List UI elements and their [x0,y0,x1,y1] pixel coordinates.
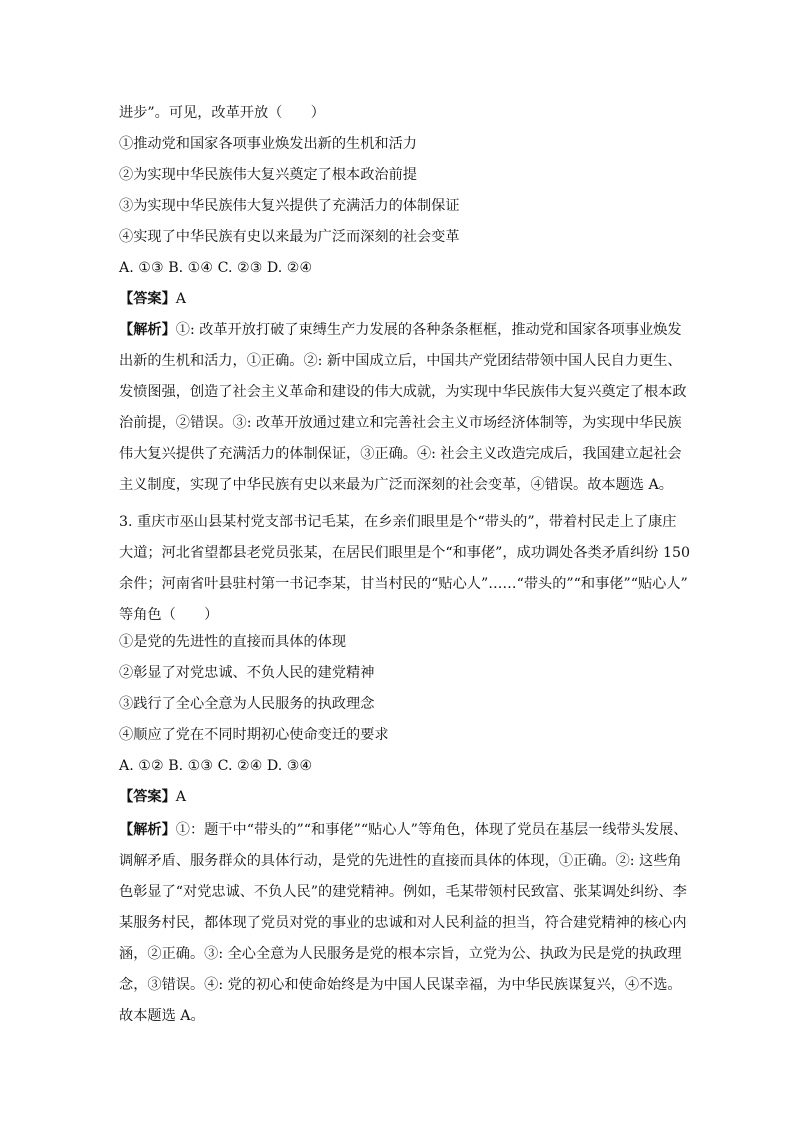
q3-analysis-line: 调解矛盾、服务群众的具体行动，是党的先进性的直接而具体的体现，①正确。②: 这些角 [119,853,682,869]
q3-option-1: ①是党的先进性的直接而具体的体现 [119,634,347,650]
q2-analysis-text: ①: 改革开放打破了束缚生产力发展的各种条条框框，推动党和国家各项事业焕发 [175,322,682,338]
q3-analysis-line: 涵，②正确。③: 全心全意为人民服务是党的根本宗旨，立党为公、执政为民是党的执政理 [119,946,682,962]
q3-analysis-line: 故本题选 A。 [119,1008,205,1024]
q2-option-3: ③为实现中华民族伟大复兴提供了充满活力的体制保证 [119,198,460,214]
q2-option-1: ①推动党和国家各项事业焕发出新的生机和活力 [119,136,417,152]
q3-answer [119,787,679,807]
q3-analysis-line: 某服务村民，都体现了党员对党的事业的忠诚和对人民利益的担当，符合建党精神的核心内 [119,915,687,931]
q3-analysis-tag: 【解析】 [119,822,176,838]
q3-option-2: ②彰显了对党忠诚、不负人民的建党精神 [119,665,375,681]
q3-analysis-line [119,815,688,846]
q2-analysis-line [119,315,682,346]
q2-analysis [119,315,687,501]
q2-answer-value: A [175,291,187,307]
q3-stem-line: 余件；河南省叶县驻村第一书记李某，甘当村民的“贴心人”……“带头的”“和事佬”“贴心人” [119,576,688,592]
q2-answer [119,289,679,309]
q3-analysis-text: ①：题干中“带头的”“和事佬”“贴心人”等角色，体现了党员在基层一线带头发展、 [175,822,688,838]
q3-analysis-line: 念，③错误。④: 党的初心和使命始终是为中国人民谋幸福，为中华民族谋复兴，④不选。 [119,977,682,993]
q2-analysis-line: 伟大复兴提供了充满活力的体制保证，③正确。④: 社会主义改造完成后，我国建立起社会 [119,446,682,462]
q3-analysis [119,815,688,1032]
q3-analysis-line: 色彰显了“对党忠诚、不负人民”的建党精神。例如，毛某带领村民致富、张某调处纠纷、李 [119,884,687,900]
q3-answer-value: A [175,789,187,805]
q3-stem [119,507,691,631]
q2-stem-tail: 进步”。可见，改革开放（ ） [119,105,325,121]
q2-option-2: ②为实现中华民族伟大复兴奠定了根本政治前提 [119,167,417,183]
q3-stem-line: 3. 重庆市巫山县某村党支部书记毛某，在乡亲们眼里是个“带头的”，带着村民走上了康庄 [119,514,677,530]
q2-analysis-line: 主义制度，实现了中华民族有史以来最为广泛而深刻的社会变革，④错误。故本题选 A。 [119,477,673,493]
q3-stem-line: 大道；河北省望都县老党员张某，在居民们眼里是个“和事佬”，成功调处各类矛盾纠纷 150 [119,545,691,561]
q2-analysis-line: 发愤图强，创造了社会主义革命和建设的伟大成就，为实现中华民族伟大复兴奠定了根本政 [119,384,687,400]
q3-option-3: ③践行了全心全意为人民服务的执政理念 [119,696,375,712]
q3-stem-line: 等角色（ ） [119,607,219,623]
q2-option-4: ④实现了中华民族有史以来最为广泛而深刻的社会变革 [119,229,460,245]
q2-analysis-tag: 【解析】 [119,322,176,338]
q3-answer-tag: 【答案】 [119,789,176,805]
q2-choices: A. ①③ B. ①④ C. ②③ D. ②④ [119,260,313,276]
q3-option-4: ④顺应了党在不同时期初心使命变迁的要求 [119,727,389,743]
q2-answer-tag: 【答案】 [119,291,176,307]
q3-choices: A. ①② B. ①③ C. ②④ D. ③④ [119,758,313,774]
q2-analysis-line: 出新的生机和活力，①正确。②: 新中国成立后，中国共产党团结带领中国人民自力更生、 [119,353,682,369]
q2-analysis-line: 治前提，②错误。③: 改革开放通过建立和完善社会主义市场经济体制等，为实现中华民族 [119,415,682,431]
